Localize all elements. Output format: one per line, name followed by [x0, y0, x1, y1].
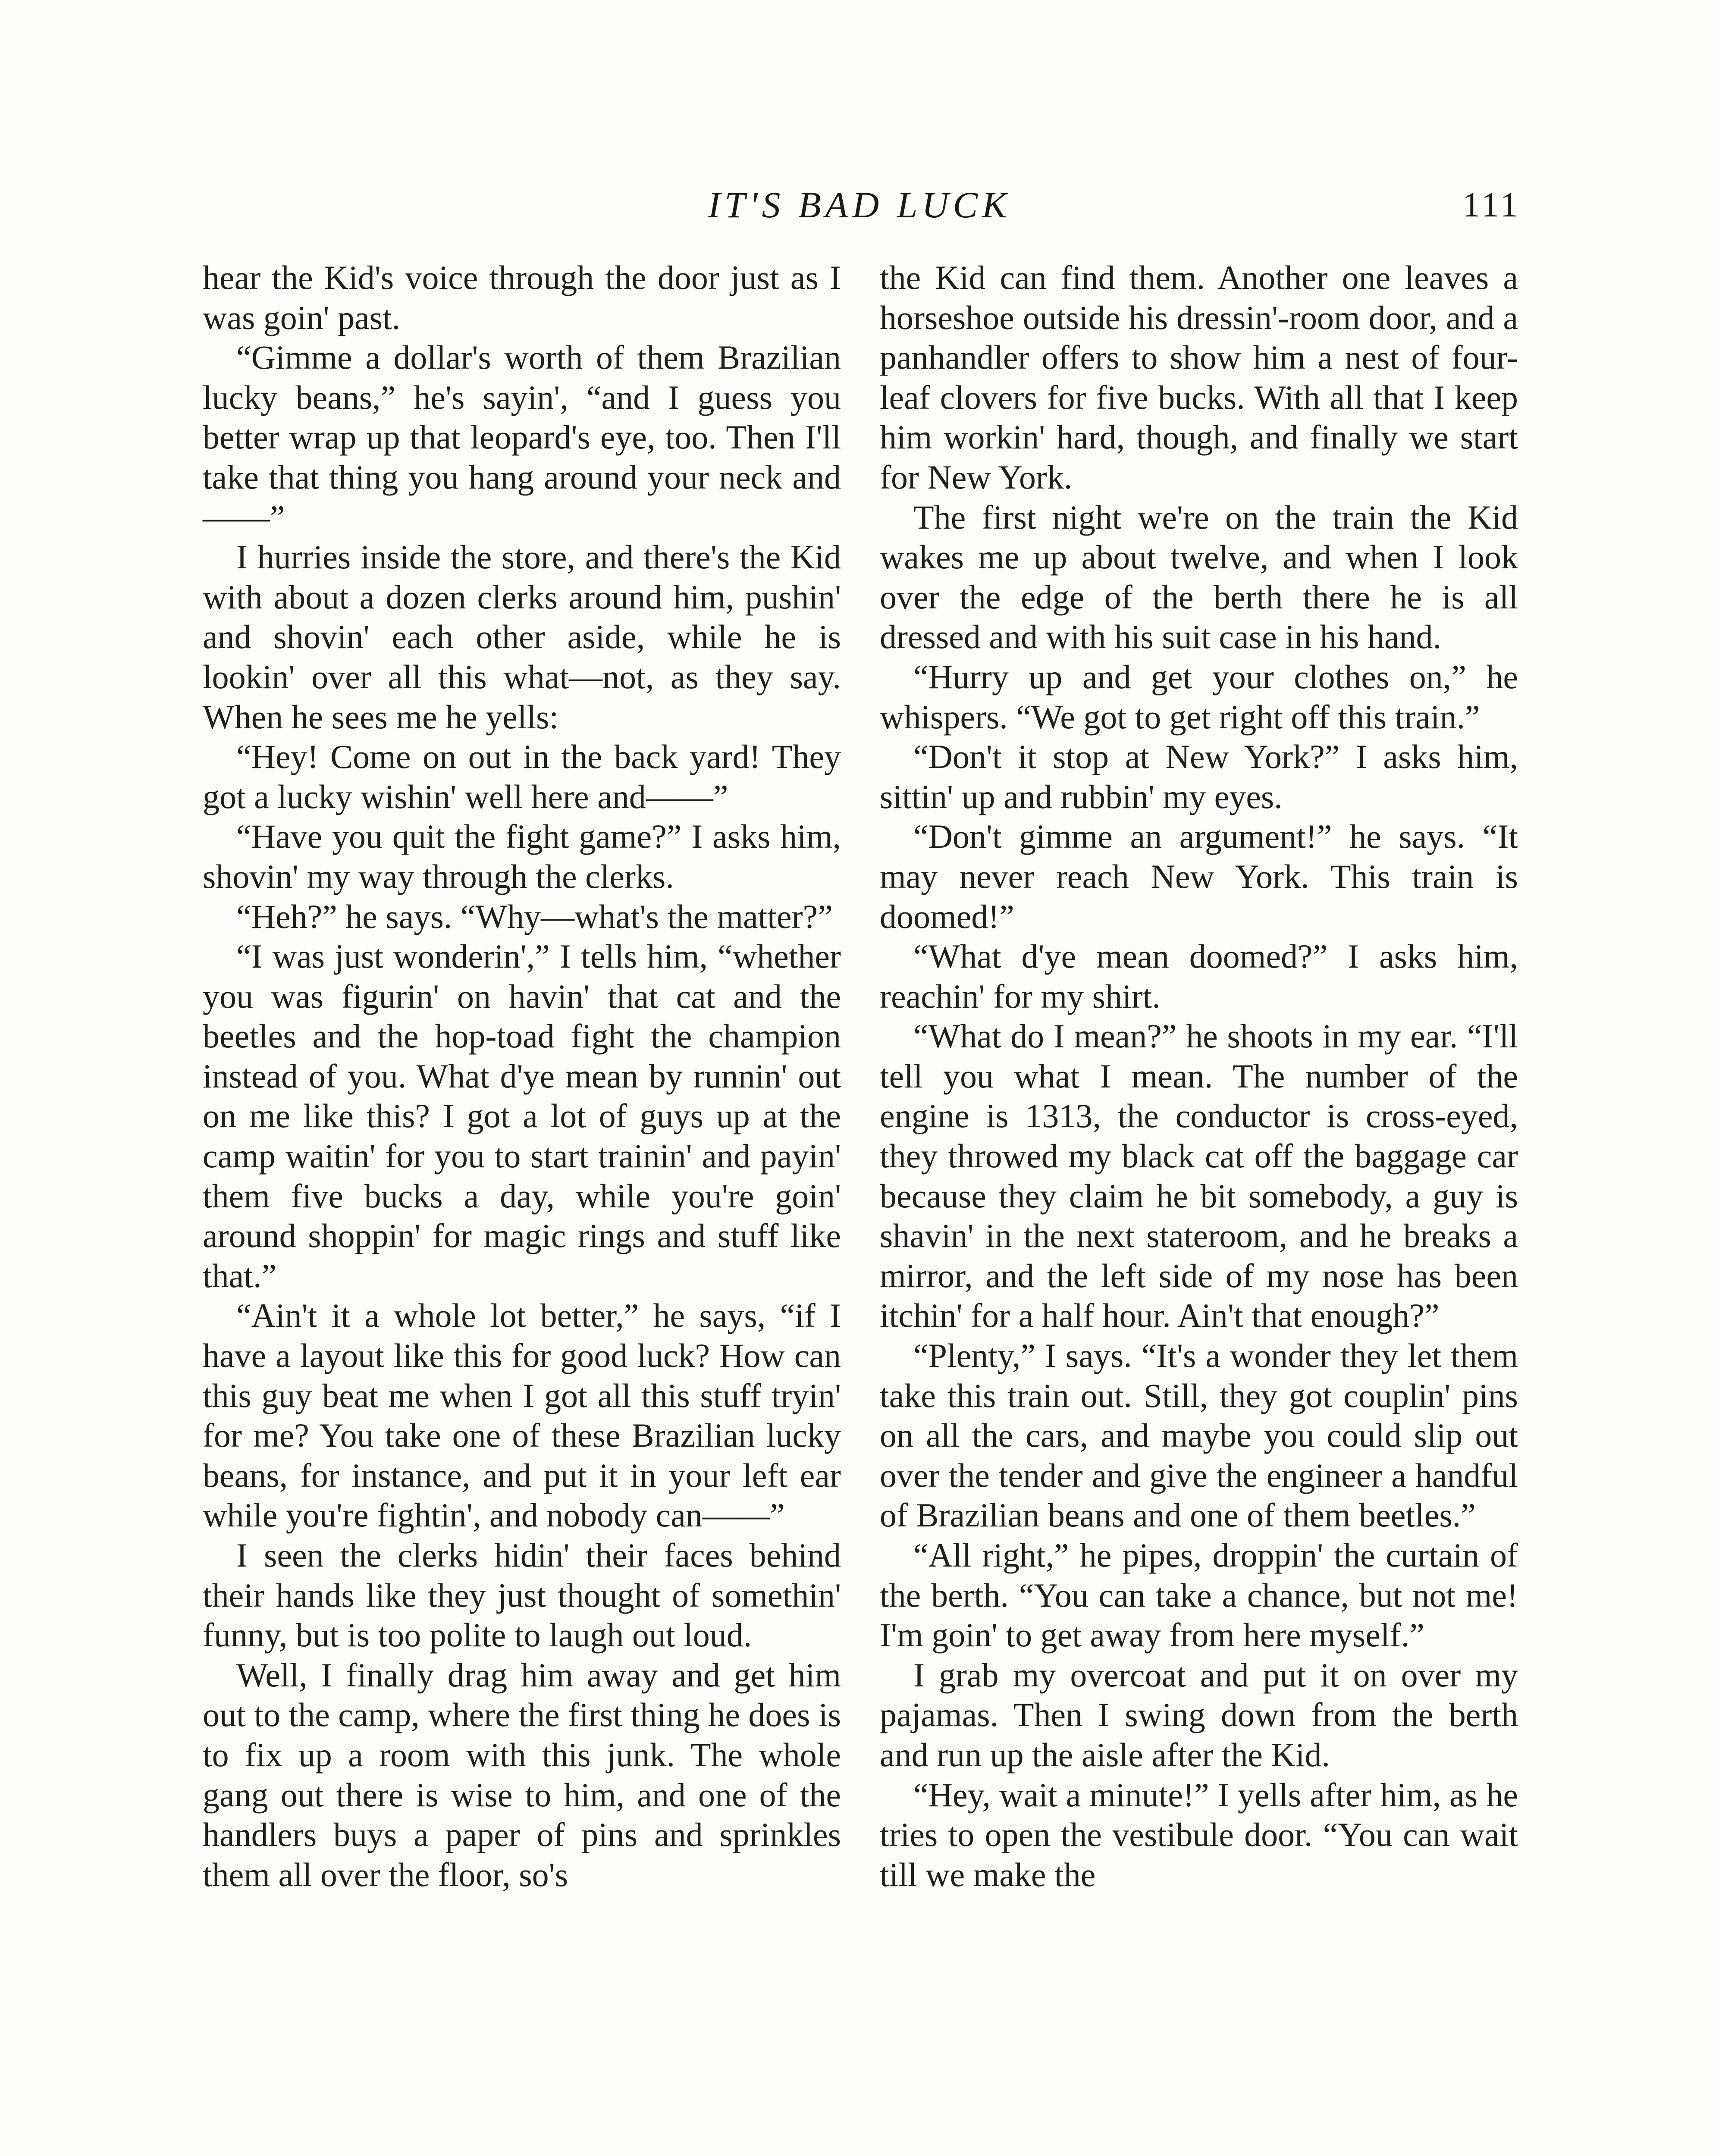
- paragraph: “Heh?” he says. “Why—what's the matter?”: [236, 897, 833, 935]
- paragraph: Well, I finally drag him away and get him out to the camp, where the first thing he does is to fix up a room with this junk. The whole gang out there is wise to him, and one of the handlers buys a paper of pins and sprinkles them all over the floor, so's: [203, 1656, 841, 1893]
- text-column-left: [203, 258, 841, 1895]
- paragraph: I hurries inside the store, and there's the Kid with about a dozen clerks around him, pushin' and shovin' each other aside, while he is lookin' over all this what—not, as they say. When he sees me he yells:: [203, 538, 841, 736]
- paragraph: “Gimme a dollar's worth of them Brazilian lucky beans,” he's sayin', “and I guess you better wrap up that leopard's eye, too. Then I'll take that thing you hang around your neck and——”: [203, 338, 841, 536]
- paragraph: “Plenty,” I says. “It's a wonder they let them take this train out. Still, they got couplin' pins on all the cars, and maybe you could slip out over the tender and give the engineer a handful of Brazilian beans and one of them beetles.”: [880, 1337, 1518, 1534]
- paragraph: I grab my overcoat and put it on over my pajamas. Then I swing down from the berth and run up the aisle after the Kid.: [880, 1656, 1518, 1774]
- paragraph: “All right,” he pipes, droppin' the curtain of the berth. “You can take a chance, but not me! I'm goin' to get away from here myself.”: [880, 1536, 1518, 1654]
- paragraph: The first night we're on the train the Kid wakes me up about twelve, and when I look over the edge of the berth there he is all dressed and with his suit case in his hand.: [880, 498, 1518, 656]
- paragraph: “What do I mean?” he shoots in my ear. “I'll tell you what I mean. The number of the engine is 1313, the conductor is cross-eyed, they throwed my black cat off the baggage car because they claim he bit somebody, a guy is shavin' in the next stateroom, and he breaks a mirror, and the left side of my nose has been itchin' for a half hour. Ain't that enough?”: [880, 1017, 1518, 1335]
- paragraph: “Don't it stop at New York?” I asks him, sittin' up and rubbin' my eyes.: [880, 738, 1518, 815]
- text-column-right: [880, 258, 1518, 1895]
- running-title: IT'S BAD LUCK: [708, 184, 1011, 226]
- paragraph: “Have you quit the fight game?” I asks him, shovin' my way through the clerks.: [203, 818, 841, 895]
- paragraph: “Hey, wait a minute!” I yells after him, as he tries to open the vestibule door. “You can wait till we make the: [880, 1776, 1518, 1893]
- paragraph: I seen the clerks hidin' their faces behind their hands like they just thought of somethin' funny, but is too polite to laugh out loud.: [203, 1536, 841, 1654]
- paragraph: “Hurry up and get your clothes on,” he whispers. “We got to get right off this train.”: [880, 658, 1518, 736]
- paragraph: the Kid can find them. Another one leaves a horseshoe outside his dressin'-room door, and a panhandler offers to show him a nest of four-leaf clovers for five bucks. With all that I keep him workin' hard, though, and finally we start for New York.: [880, 259, 1518, 496]
- running-head: [0, 181, 1719, 229]
- page-number: 111: [1462, 185, 1521, 224]
- paragraph: “Don't gimme an argument!” he says. “It may never reach New York. This train is doomed!”: [880, 818, 1518, 935]
- paragraph: “I was just wonderin',” I tells him, “whether you was figurin' on havin' that cat and the beetles and the hop-toad fight the champion instead of you. What d'ye mean by runnin' out on me like this? I got a lot of guys up at the camp waitin' for you to start trainin' and payin' them five bucks a day, while you're goin' around shoppin' for magic rings and stuff like that.”: [203, 937, 841, 1294]
- paragraph: “Hey! Come on out in the back yard! They got a lucky wishin' well here and——”: [203, 738, 841, 815]
- paragraph: hear the Kid's voice through the door just as I was goin' past.: [203, 259, 841, 336]
- paragraph: “What d'ye mean doomed?” I asks him, reachin' for my shirt.: [880, 937, 1518, 1015]
- paragraph: “Ain't it a whole lot better,” he says, “if I have a layout like this for good luck? How can this guy beat me when I got all this stuff tryin' for me? You take one of these Brazilian lucky beans, for instance, and put it in your left ear while you're fightin', and nobody can——”: [203, 1297, 841, 1534]
